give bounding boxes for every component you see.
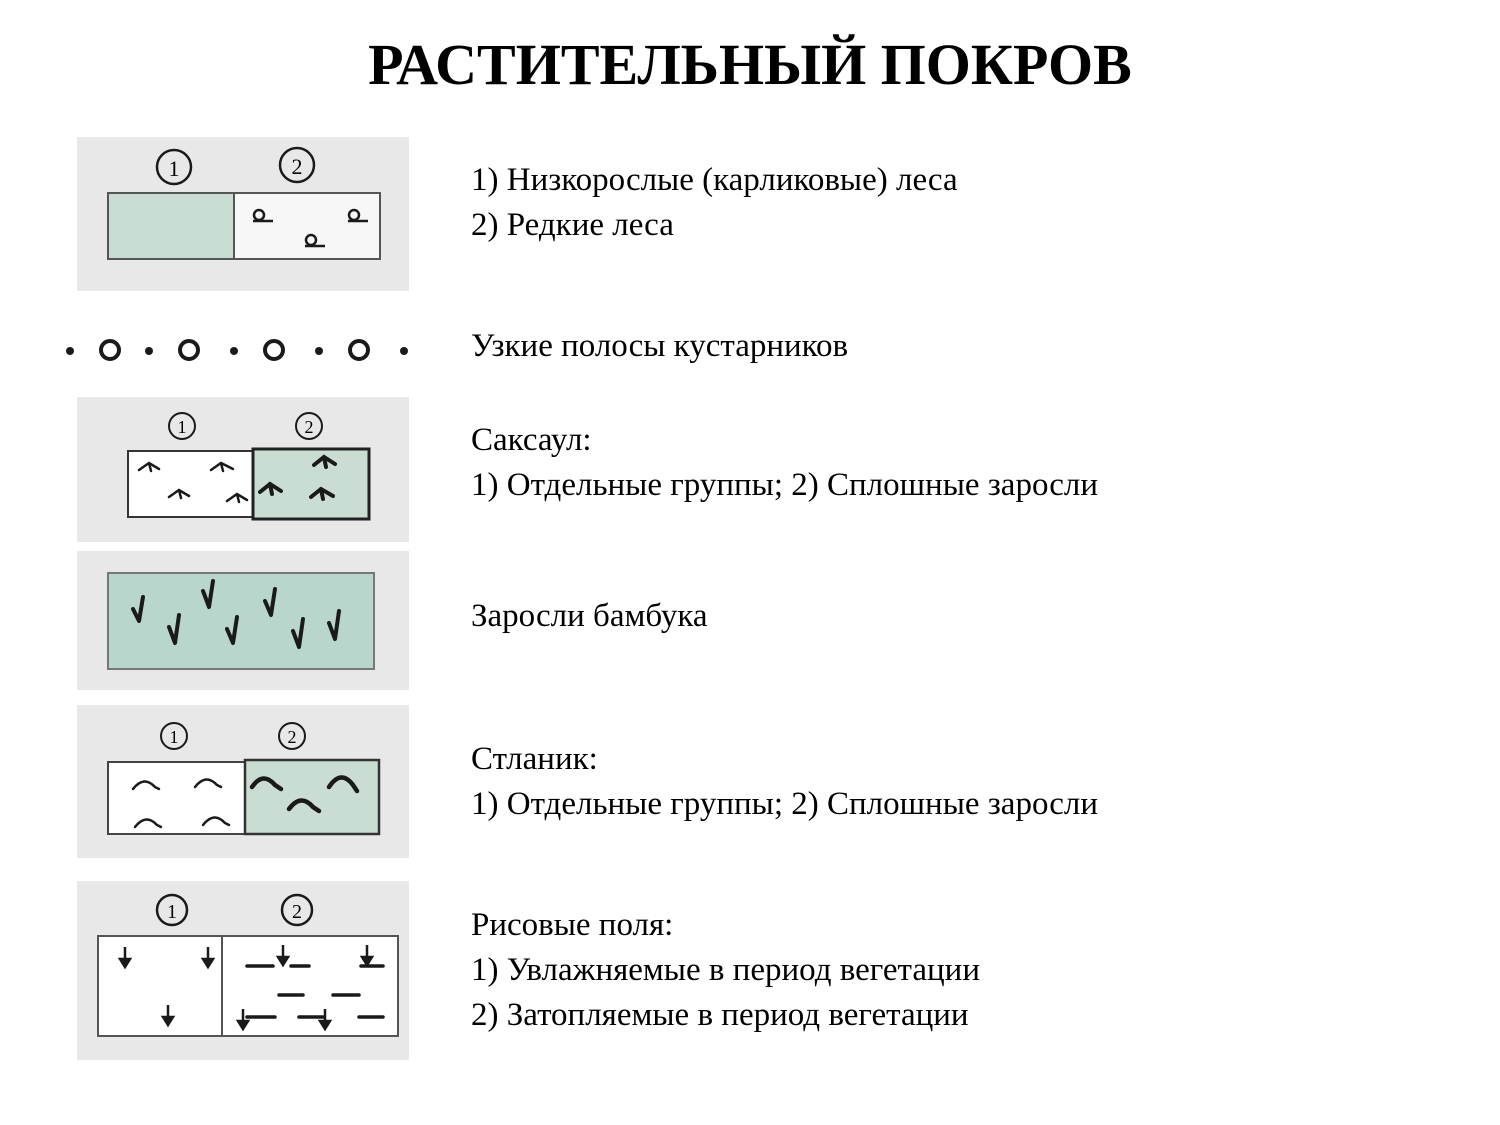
sparse-forest-symbol — [77, 137, 409, 291]
description-line: Рисовые поля: — [471, 907, 674, 943]
label-1: 1 — [177, 417, 187, 437]
rice-field-symbol — [77, 881, 409, 1060]
label-1: 1 — [168, 156, 180, 181]
description-line: 1) Отдельные группы; 2) Сплошные заросли — [471, 467, 1099, 503]
sparse-forest-description — [471, 158, 958, 248]
description-line: 1) Низкорослые (карликовые) леса — [471, 162, 958, 198]
elfin-wood-description — [471, 737, 1098, 827]
label-1: 1 — [169, 727, 179, 747]
description-line: Саксаул: — [471, 422, 592, 458]
bamboo-symbol — [77, 551, 409, 690]
elfin-wood-symbol — [77, 705, 409, 858]
label-2: 2 — [304, 417, 314, 437]
bamboo-description — [471, 594, 708, 639]
description-line: Стланик: — [471, 741, 598, 777]
label-2: 2 — [292, 901, 302, 923]
description-line: Заросли бамбука — [471, 598, 708, 634]
description-line: Узкие полосы кустарников — [471, 328, 849, 364]
label-2: 2 — [291, 154, 303, 179]
shrub-strip-description — [471, 324, 848, 369]
rice-field-description — [471, 903, 980, 1038]
saxaul-description — [471, 418, 1098, 508]
shrub-strip-symbol — [55, 325, 415, 375]
label-2: 2 — [287, 727, 297, 747]
page-title: РАСТИТЕЛЬНЫЙ ПОКРОВ — [368, 32, 1132, 97]
label-1: 1 — [167, 901, 177, 923]
description-line: 1) Увлажняемые в период вегетации — [471, 952, 981, 988]
description-line: 2) Редкие леса — [471, 207, 674, 243]
description-line: 1) Отдельные группы; 2) Сплошные заросли — [471, 786, 1099, 822]
saxaul-symbol — [77, 397, 409, 542]
description-line: 2) Затопляемые в период вегетации — [471, 997, 969, 1033]
